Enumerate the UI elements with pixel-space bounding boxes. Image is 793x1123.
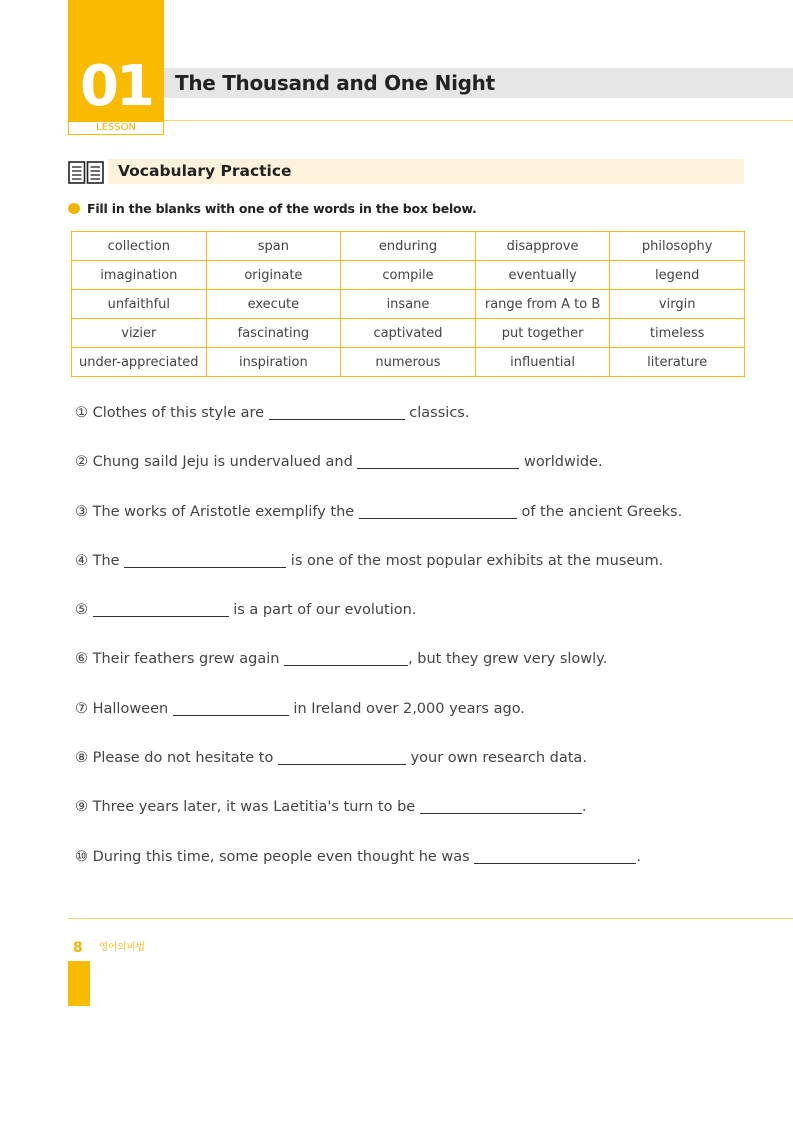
exercise-sentence bbox=[75, 497, 765, 546]
item-marker: ⑦ bbox=[75, 700, 88, 717]
sentence-before: The works of Aristotle exemplify the bbox=[88, 503, 359, 520]
answer-blank bbox=[284, 648, 408, 666]
sentence-after: classics. bbox=[404, 405, 470, 421]
word-cell: fascinating bbox=[206, 319, 341, 348]
word-cell: captivated bbox=[341, 319, 476, 348]
section-title: Vocabulary Practice bbox=[118, 162, 292, 180]
open-book-icon bbox=[68, 161, 104, 184]
word-cell: numerous bbox=[341, 348, 476, 377]
exercise-sentence bbox=[75, 792, 765, 841]
word-cell: vizier bbox=[72, 319, 207, 348]
sentence-after: of the ancient Greeks. bbox=[516, 503, 683, 520]
page-number: 8 bbox=[73, 940, 83, 956]
word-cell: imagination bbox=[72, 261, 207, 290]
word-box-row bbox=[72, 261, 745, 290]
sentence-before: Clothes of this style are bbox=[88, 405, 269, 421]
word-cell: virgin bbox=[610, 290, 745, 319]
item-marker: ⑧ bbox=[75, 750, 88, 767]
sentence-before: Halloween bbox=[88, 700, 173, 717]
word-box-row bbox=[72, 232, 745, 261]
exercise-sentence bbox=[75, 595, 765, 644]
sentence-after: your own research data. bbox=[405, 750, 587, 767]
sentence-before: The bbox=[88, 552, 125, 569]
book-name: 영어의비법 bbox=[99, 942, 145, 953]
word-cell: put together bbox=[475, 319, 610, 348]
answer-blank bbox=[420, 796, 582, 814]
word-cell: compile bbox=[341, 261, 476, 290]
exercise-sentence bbox=[75, 743, 765, 792]
word-cell: insane bbox=[341, 290, 476, 319]
footer-accent bbox=[68, 961, 90, 1006]
answer-blank bbox=[93, 599, 229, 617]
word-box-row bbox=[72, 319, 745, 348]
sentence-after: , but they grew very slowly. bbox=[408, 651, 608, 668]
word-box bbox=[71, 231, 745, 377]
answer-blank bbox=[474, 846, 636, 864]
word-box-row bbox=[72, 290, 745, 319]
word-cell: eventually bbox=[475, 261, 610, 290]
item-marker: ① bbox=[75, 405, 88, 421]
instruction-text: Fill in the blanks with one of the words in the box below. bbox=[87, 201, 477, 216]
bullet-icon bbox=[68, 203, 80, 214]
sentence-before: During this time, some people even thought he was bbox=[88, 848, 475, 865]
footer-divider bbox=[68, 918, 793, 919]
item-marker: ② bbox=[75, 454, 88, 471]
word-cell: unfaithful bbox=[72, 290, 207, 319]
word-cell: under-appreciated bbox=[72, 348, 207, 377]
word-cell: span bbox=[206, 232, 341, 261]
word-box-row bbox=[72, 348, 745, 377]
word-cell: range from A to B bbox=[475, 290, 610, 319]
item-marker: ③ bbox=[75, 503, 88, 520]
word-cell: enduring bbox=[341, 232, 476, 261]
sentence-before: Chung saild Jeju is undervalued and bbox=[88, 454, 358, 471]
item-marker: ⑩ bbox=[75, 848, 88, 865]
sentence-before: Three years later, it was Laetitia's turn to be bbox=[88, 799, 420, 816]
word-cell: execute bbox=[206, 290, 341, 319]
answer-blank bbox=[269, 402, 405, 420]
word-cell: inspiration bbox=[206, 348, 341, 377]
answer-blank bbox=[359, 501, 517, 519]
answer-blank bbox=[357, 451, 519, 469]
lesson-title: The Thousand and One Night bbox=[175, 71, 495, 95]
sentence-after: is a part of our evolution. bbox=[228, 602, 417, 619]
word-cell: timeless bbox=[610, 319, 745, 348]
exercise-sentence bbox=[75, 447, 765, 496]
sentence-after: in Ireland over 2,000 years ago. bbox=[288, 700, 525, 717]
item-marker: ⑤ bbox=[75, 602, 88, 619]
exercise-sentence bbox=[75, 546, 765, 595]
word-cell: influential bbox=[475, 348, 610, 377]
word-cell: originate bbox=[206, 261, 341, 290]
sentence-after: . bbox=[636, 848, 641, 865]
sentence-after: worldwide. bbox=[519, 454, 603, 471]
sentence-before: Please do not hesitate to bbox=[88, 750, 278, 767]
word-cell: collection bbox=[72, 232, 207, 261]
exercise-sentence bbox=[75, 842, 765, 891]
header-divider bbox=[164, 120, 793, 121]
word-cell: literature bbox=[610, 348, 745, 377]
lesson-label: LESSON bbox=[68, 122, 164, 135]
word-cell: disapprove bbox=[475, 232, 610, 261]
sentence-after: . bbox=[581, 799, 587, 816]
exercise-sentence bbox=[75, 644, 765, 693]
sentence-before: Their feathers grew again bbox=[88, 651, 285, 668]
word-cell: philosophy bbox=[610, 232, 745, 261]
answer-blank bbox=[278, 747, 406, 765]
exercise-sentence bbox=[75, 398, 765, 447]
item-marker: ④ bbox=[75, 552, 88, 569]
exercise-list bbox=[75, 398, 765, 891]
item-marker: ⑥ bbox=[75, 651, 88, 668]
exercise-sentence bbox=[75, 694, 765, 743]
word-cell: legend bbox=[610, 261, 745, 290]
lesson-number: 01 bbox=[80, 54, 152, 119]
sentence-after: is one of the most popular exhibits at the museum. bbox=[286, 552, 664, 569]
answer-blank bbox=[124, 550, 286, 568]
item-marker: ⑨ bbox=[75, 799, 88, 816]
answer-blank bbox=[173, 698, 289, 716]
